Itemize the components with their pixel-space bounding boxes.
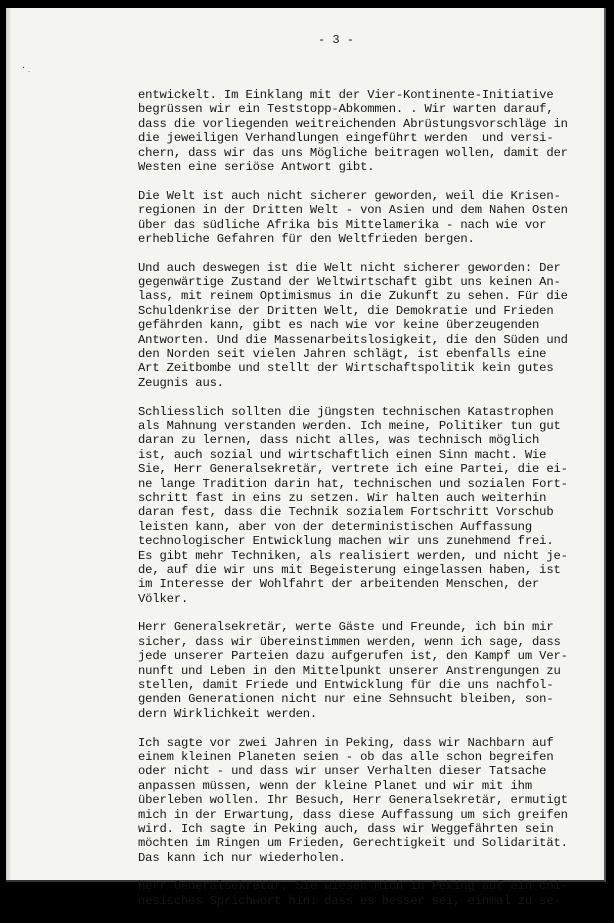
text-line: dass die vorliegenden weitreichenden Abrüstungsvorschläge in (138, 116, 568, 131)
scan-speck: · (28, 68, 31, 76)
paragraph (138, 879, 590, 908)
text-line: die jeweiligen Verhandlungen eingeführt werden und versi- (138, 131, 554, 146)
text-line: nunft und Leben in den Mittelpunkt unserer Anstrengungen zu (138, 663, 561, 678)
paragraph (138, 405, 590, 606)
text-line: mich in der Erwartung, dass diese Auffassung um sich greifen (138, 807, 568, 822)
text-line: regionen in der Dritten Welt - von Asien und dem Nahen Osten (138, 203, 568, 218)
text-line: im Interesse der Wohlfahrt der arbeitenden Menschen, der (138, 577, 540, 592)
text-line: chern, dass wir das uns Mögliche beitragen wollen, damit der (138, 145, 568, 160)
paragraph (138, 261, 590, 391)
text-line: wird. Ich sagte in Peking auch, dass wir Weggefährten sein (138, 821, 554, 836)
text-line: ist, auch sozial und wirtschaftlich einen Sinn macht. Wie (138, 447, 547, 462)
text-line: Völker. (138, 591, 189, 606)
text-line: den Norden seit vielen Jahren schlägt, ist ebenfalls eine (138, 347, 547, 362)
document-page (6, 8, 606, 908)
text-line: möchten im Ringen um Frieden, Gerechtigkeit und Solidarität. (138, 836, 568, 851)
text-line: technologischer Entwicklung machen wir uns zunehmend frei. (138, 534, 554, 549)
paragraph (138, 620, 590, 721)
text-line: Das kann ich nur wiederholen. (138, 850, 346, 865)
text-line: oder nicht - und dass wir unser Verhalten dieser Tatsache (138, 764, 547, 779)
text-line: Herr Generalsekretär, werte Gäste und Freunde, ich bin mir (138, 620, 554, 635)
text-line: schritt fast in eins zu setzen. Wir halten auch weiterhin (138, 490, 547, 505)
scan-speck: · (22, 63, 26, 74)
text-line: Die Welt ist auch nicht sicherer geworden, weil die Krisen- (138, 188, 561, 203)
text-line: daran zu lernen, dass nicht alles, was technisch möglich (138, 433, 540, 448)
text-line: Zeugnis aus. (138, 375, 224, 390)
text-line: Schliesslich sollten die jüngsten technischen Katastrophen (138, 404, 554, 419)
text-line: als Mahnung verstanden werden. Ich meine, Politiker tun gut (138, 418, 561, 433)
text-line: begrüssen wir ein Teststopp-Abkommen. . Wir warten darauf, (138, 102, 554, 117)
text-line: gegenwärtige Zustand der Weltwirtschaft gibt uns keinen An- (138, 275, 561, 290)
paragraph (138, 736, 590, 866)
text-line: über das südliche Afrika bis Mittelamerika - nach wie vor (138, 217, 547, 232)
text-line: erhebliche Gefahren für den Weltfrieden bergen. (138, 231, 475, 246)
text-line: anpassen müssen, wenn der kleine Planet und wir mit ihm (138, 778, 533, 793)
text-line: daran fest, dass die Technik sozialem Fortschritt Vorschub (138, 505, 554, 520)
text-line: dern Wirklichkeit werden. (138, 706, 318, 721)
text-line: überleben wollen. Ihr Besuch, Herr Generalsekretär, ermutigt (138, 793, 568, 808)
text-line: jede unserer Parteien dazu aufgerufen ist, den Kampf um Ver- (138, 649, 568, 664)
text-line: Westen eine seriöse Antwort gibt. (138, 159, 375, 174)
text-line: stellen, damit Friede und Entwicklung für die uns nachfol- (138, 678, 554, 693)
paragraph (138, 189, 590, 247)
page-edge-shadow (6, 8, 12, 880)
text-line: Ich sagte vor zwei Jahren in Peking, dass wir Nachbarn auf (138, 735, 554, 750)
text-line: de, auf die wir uns mit Begeisterung eingelassen haben, ist (138, 562, 561, 577)
text-line: entwickelt. Im Einklang mit der Vier-Kontinente-Initiative (138, 88, 554, 102)
text-line: Schuldenkrise der Dritten Welt, die Demokratie und Frieden (138, 303, 554, 318)
body-text (138, 88, 590, 923)
text-line: einem kleinen Planeten seien - ob das alle schon begreifen (138, 749, 554, 764)
text-line: ne lange Tradition darin hat, technischen und sozialen Fort- (138, 476, 568, 491)
text-line: sicher, dass wir übereinstimmen werden, wenn ich sage, dass (138, 634, 561, 649)
page-number: - 3 - (318, 33, 355, 47)
text-line: leisten kann, aber von der deterministischen Auffassung (138, 519, 533, 534)
text-line: lass, mit reinem Optimismus in die Zukunft zu sehen. Für die (138, 289, 568, 304)
paragraph (138, 88, 590, 174)
text-line: Art Zeitbombe und stellt der Wirtschaftspolitik kein gutes (138, 361, 554, 376)
text-line: Und auch deswegen ist die Welt nicht sicherer geworden: Der (138, 260, 561, 275)
text-line: gefährden kann, gibt es nach wie vor keine überzeugenden (138, 318, 540, 333)
text-line: Antworten. Und die Massenarbeitslosigkeit, die den Süden und (138, 332, 568, 347)
text-line: nesisches Sprichwort hin: dass es besser sei, einmal zu se- (138, 893, 561, 908)
text-line: Sie, Herr Generalsekretär, vertrete ich eine Partei, die ei- (138, 462, 568, 477)
text-line: Es gibt mehr Techniken, als realisiert werden, und nicht je- (138, 548, 568, 563)
text-line: Herr Generalsekretär, Sie wiesen mich in Peking auf ein chi- (138, 879, 568, 894)
text-line: genden Generationen nicht nur eine Sehnsucht bleiben, son- (138, 692, 554, 707)
